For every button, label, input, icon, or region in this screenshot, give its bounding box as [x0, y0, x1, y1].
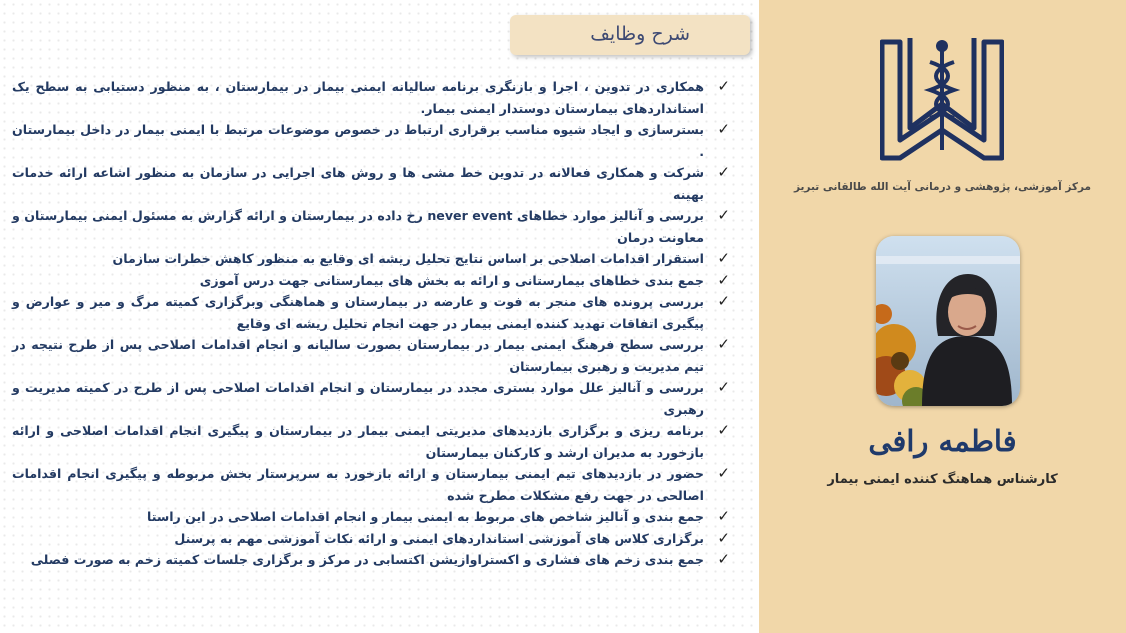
checkmark-icon: ✓	[717, 528, 730, 547]
page-title: شرح وظایف	[590, 23, 690, 45]
duty-text: جمع بندی زخم های فشاری و اکستراوازیشن اکتسابی در مرکز و برگزاری جلسات کمیته زخم به صورت فصلی	[30, 552, 704, 567]
checkmark-icon: ✓	[717, 120, 730, 138]
duty-text: برگزاری کلاس های آموزشی استانداردهای ایمنی و ارائه نکات آموزشی مهم به پرسنل	[174, 530, 704, 546]
hospital-logo	[880, 32, 1004, 168]
checkmark-icon: ✓	[717, 421, 730, 439]
duty-text: بررسی و آنالیز موارد خطاهای never event رخ داده در بیمارستان و ارائه گزارش به مسئول ایمنی بیمارستان و معاونت درمان	[12, 208, 705, 245]
duty-text: بررسی و آنالیز علل موارد بستری مجدد در بیمارستان و انجام اقدامات اصلاحی پس از طرح در کمیته مدیریت و رهبری	[12, 380, 704, 417]
duty-text: بررسی سطح فرهنگ ایمنی بیمار در بیمارستان بصورت سالیانه و انجام اقدامات اصلاحی پس از طرح نتیجه در تیم مدیریت و رهبری بیمارستان	[12, 337, 704, 374]
duty-text: جمع بندی و آنالیز شاخص های مربوط به ایمنی بیمار و انجام اقدامات اصلاحی در این راستا	[146, 509, 704, 524]
duty-item	[12, 334, 734, 377]
duty-text: شرکت و همکاری فعالانه در تدوین خط مشی ها و روش های اجرایی در سازمان به منظور اشاعه ارائه خدمات بهینه	[12, 165, 704, 202]
checkmark-icon: ✓	[717, 292, 730, 310]
duty-text: بررسی پرونده های منجر به فوت و عارضه در بیمارستان و هماهنگی وبرگزاری کمیته مرگ و میر و عوارض و پیگیری اتفاقات تهدید کننده ایمنی بیمار در جهت انجام تحلیل ریشه ای وقایع	[12, 294, 704, 331]
person-name: فاطمه رافی	[868, 424, 1017, 458]
checkmark-icon: ✓	[717, 77, 730, 95]
checkmark-icon: ✓	[717, 163, 730, 181]
checkmark-icon: ✓	[717, 550, 730, 568]
checkmark-icon: ✓	[717, 206, 730, 224]
duties-list	[12, 76, 734, 571]
duty-item	[12, 270, 734, 292]
person-role: کارشناس هماهنگ کننده ایمنی بیمار	[827, 472, 1058, 487]
checkmark-icon: ✓	[717, 464, 730, 482]
duty-item	[12, 377, 734, 420]
duty-item	[12, 205, 734, 248]
title-box	[510, 15, 750, 55]
duty-text: برنامه ریزی و برگزاری بازدیدهای مدیریتی ایمنی بیمار در بیمارستان و پیگیری انجام اقدامات اصلاحی و ارائه بازخورد به مدیران ارشد و کارکنان بیمارستان	[12, 423, 704, 460]
duty-item	[12, 291, 734, 334]
profile-photo	[876, 236, 1020, 406]
duty-item	[12, 420, 734, 463]
duty-item	[12, 549, 734, 571]
duty-item	[12, 76, 734, 119]
checkmark-icon: ✓	[717, 378, 730, 396]
duty-item	[12, 528, 734, 550]
duty-text: همکاری در تدوین ، اجرا و بازنگری برنامه سالیانه ایمنی بیمار در بیمارستان ، به منظور دستیابی به سطح یک استانداردهای بیمارستان دوستدار ایمنی بیمار.	[12, 79, 704, 116]
duty-text: استقرار اقدامات اصلاحی بر اساس نتایج تحلیل ریشه ای وقایع به منظور کاهش خطرات سازمان	[112, 251, 704, 266]
duty-item	[12, 119, 734, 162]
duty-text: حضور در بازدیدهای تیم ایمنی بیمارستان و ارائه بازخورد به سرپرستار بخش مربوطه و پیگیری انجام اقدامات اصالحی در جهت رفع مشکلات مطرح شده	[12, 466, 704, 503]
side-panel	[759, 0, 1126, 633]
duty-item	[12, 162, 734, 205]
checkmark-icon: ✓	[717, 335, 730, 353]
checkmark-icon: ✓	[717, 249, 730, 267]
checkmark-icon: ✓	[717, 507, 730, 525]
duty-text: جمع بندی خطاهای بیمارستانی و ارائه به بخش های بیمارستانی جهت درس آموزی	[199, 272, 704, 288]
duty-item	[12, 463, 734, 506]
checkmark-icon: ✓	[717, 270, 730, 289]
duty-item	[12, 506, 734, 528]
duty-text: بسترسازی و ایجاد شیوه مناسب برقراری ارتباط در خصوص موضوعات مرتبط با ایمنی بیمار در داخل بیمارستان .	[12, 122, 704, 159]
organization-name: مرکز آموزشی، پژوهشی و درمانی آیت الله طالقانی تبریز	[793, 181, 1092, 193]
duty-item	[12, 248, 734, 270]
